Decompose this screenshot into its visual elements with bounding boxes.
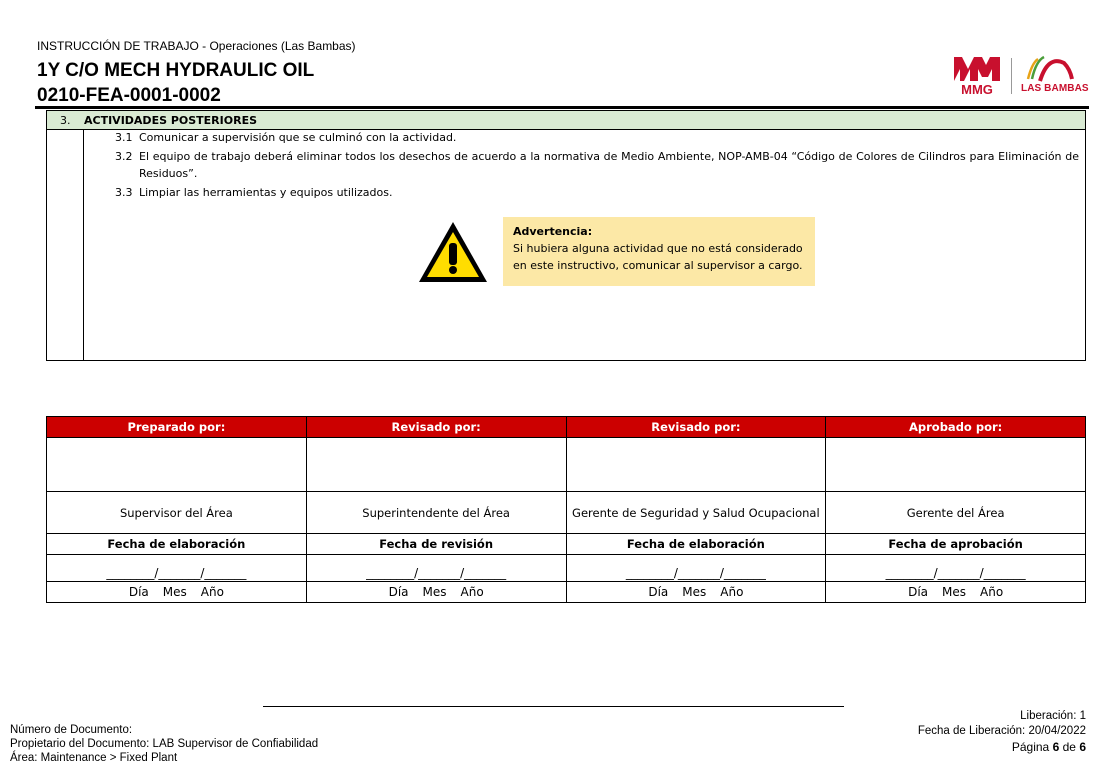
warning-triangle-icon [416, 219, 490, 285]
date-line: ________/_______/_______ [106, 566, 247, 580]
date-entry-field[interactable] [306, 555, 566, 582]
date-label-row [47, 534, 1086, 555]
footer-doc-number: Número de Documento: [10, 724, 133, 736]
signer-role: Supervisor del Área [47, 492, 307, 534]
day-label: Día [648, 585, 669, 599]
year-label: Año [460, 585, 484, 599]
signature-header: Aprobado por: [826, 417, 1086, 438]
section-title: ACTIVIDADES POSTERIORES [84, 114, 258, 127]
month-label: Mes [682, 585, 707, 599]
section-number: 3. [60, 114, 71, 127]
year-label: Año [980, 585, 1004, 599]
date-entry-field[interactable] [47, 555, 307, 582]
footer-owner: Propietario del Documento: LAB Supervisor de Confiabilidad [10, 738, 319, 750]
date-entry-field[interactable] [826, 555, 1086, 582]
warning-text-line: en este instructivo, comunicar al supervisor a cargo. [513, 259, 803, 272]
date-parts [47, 582, 307, 603]
item-text: El equipo de trabajo deberá eliminar todos los desechos de acuerdo a la normativa de Medio Ambiente, NOP-AMB-04 “Código de Colores de Cilindros para Eliminación de Residuos”. [139, 150, 1079, 180]
signature-space[interactable] [566, 438, 826, 492]
item-text: Limpiar las herramientas y equipos utilizados. [139, 186, 393, 199]
date-line: ________/_______/_______ [885, 566, 1026, 580]
item-number: 3.2 [115, 150, 133, 163]
footer-release: Liberación: 1 [1020, 710, 1086, 722]
page-prefix: Página [1011, 740, 1050, 754]
month-label: Mes [942, 585, 967, 599]
date-label: Fecha de elaboración [566, 534, 826, 555]
day-label: Día [388, 585, 409, 599]
signature-header: Preparado por: [47, 417, 307, 438]
footer-release-date: Fecha de Liberación: 20/04/2022 [917, 724, 1086, 737]
warning-box [503, 217, 815, 286]
signature-space[interactable] [47, 438, 307, 492]
date-parts [826, 582, 1086, 603]
item-text: Comunicar a supervisión que se culminó con la actividad. [139, 131, 457, 144]
year-label: Año [200, 585, 224, 599]
document-title: 1Y C/O MECH HYDRAULIC OIL [37, 60, 315, 81]
year-label: Año [720, 585, 744, 599]
signer-role: Gerente del Área [826, 492, 1086, 534]
signature-space[interactable] [306, 438, 566, 492]
signature-header: Revisado por: [306, 417, 566, 438]
footer-right [918, 709, 1086, 755]
item-number: 3.1 [115, 131, 133, 144]
footer-area: Área: Maintenance > Fixed Plant [10, 752, 178, 763]
date-parts-row [47, 582, 1086, 603]
footer-left [10, 723, 318, 763]
footer-rule [263, 706, 844, 707]
signature-header-row [47, 417, 1086, 438]
warning-title: Advertencia: [513, 225, 593, 238]
mmg-logo [952, 55, 1002, 97]
warning-text-line: Si hubiera alguna actividad que no está considerado [513, 242, 803, 255]
date-label: Fecha de elaboración [47, 534, 307, 555]
page-total: 6 [1079, 740, 1086, 754]
document-type: INSTRUCCIÓN DE TRABAJO - Operaciones (Las Bambas) [37, 39, 356, 53]
date-line: ________/_______/_______ [366, 566, 507, 580]
day-label: Día [128, 585, 149, 599]
logo-separator [1011, 58, 1012, 94]
las-bambas-logo-text: LAS BAMBAS [1021, 83, 1089, 94]
day-label: Día [908, 585, 929, 599]
header-rule [35, 106, 1089, 109]
signature-space-row [47, 438, 1086, 492]
date-line: ________/_______/_______ [625, 566, 766, 580]
page-of: de [1062, 740, 1076, 754]
role-row [47, 492, 1086, 534]
mmg-logo-text: MMG [961, 82, 993, 97]
date-parts [566, 582, 826, 603]
date-entry-row [47, 555, 1086, 582]
month-label: Mes [422, 585, 447, 599]
date-parts [306, 582, 566, 603]
month-label: Mes [162, 585, 187, 599]
date-entry-field[interactable] [566, 555, 826, 582]
document-code: 0210-FEA-0001-0002 [37, 85, 221, 106]
signature-space[interactable] [826, 438, 1086, 492]
item-number: 3.3 [115, 186, 133, 199]
page-number [918, 740, 1086, 755]
signer-role: Gerente de Seguridad y Salud Ocupacional [566, 492, 826, 534]
signature-header: Revisado por: [566, 417, 826, 438]
section-header [47, 111, 1085, 130]
page-current: 6 [1052, 740, 1060, 754]
date-label: Fecha de aprobación [826, 534, 1086, 555]
signer-role: Superintendente del Área [306, 492, 566, 534]
date-label: Fecha de revisión [306, 534, 566, 555]
signature-table [46, 416, 1086, 603]
section-column-divider [83, 130, 84, 360]
